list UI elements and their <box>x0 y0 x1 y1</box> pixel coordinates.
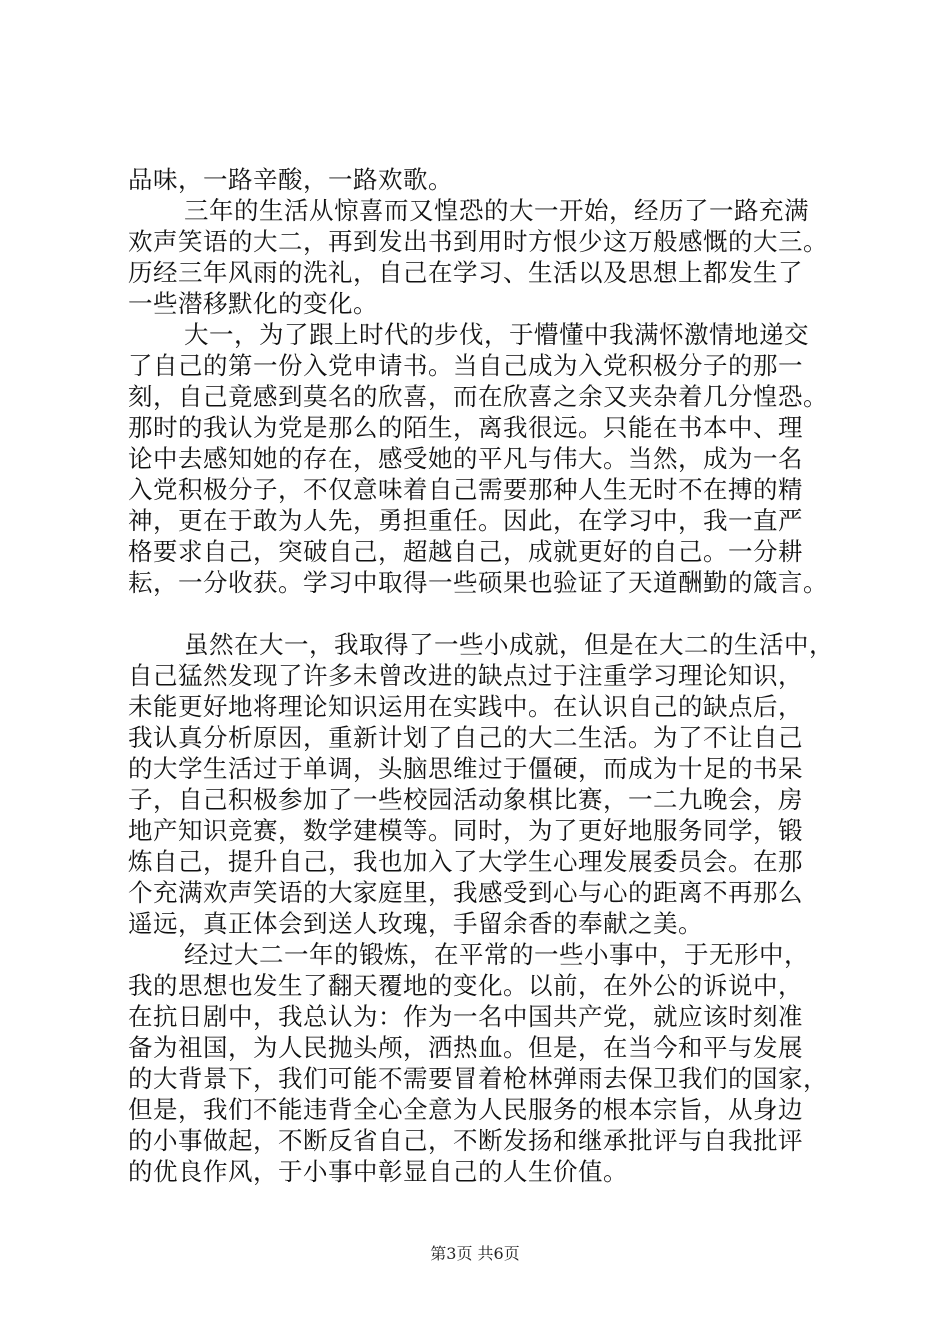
text-line: 的优良作风，于小事中彰显自己的人生价值。 <box>128 1157 628 1186</box>
text-line: 虽然在大一，我取得了一些小成就，但是在大二的生活中， <box>184 630 834 659</box>
text-line: 备为祖国，为人民抛头颅，洒热血。但是，在当今和平与发展 <box>128 1033 803 1062</box>
text-line: 刻，自己竟感到莫名的欣喜，而在欣喜之余又夹杂着几分惶恐。 <box>128 382 828 411</box>
text-line: 神，更在于敢为人先，勇担重任。因此，在学习中，我一直严 <box>128 506 803 535</box>
text-line: 但是，我们不能违背全心全意为人民服务的根本宗旨，从身边 <box>128 1095 803 1124</box>
paragraph <box>128 319 858 598</box>
paragraph <box>128 939 858 1187</box>
page-number-footer: 第3页 共6页 <box>430 1244 520 1263</box>
text-line: 一些潜移默化的变化。 <box>128 289 378 318</box>
text-line: 自己猛然发现了许多未曾改进的缺点过于注重学习理论知识， <box>128 661 803 690</box>
text-line: 三年的生活从惊喜而又惶恐的大一开始，经历了一路充满 <box>184 196 809 225</box>
text-line: 子，自己积极参加了一些校园活动象棋比赛，一二九晚会，房 <box>128 785 803 814</box>
text-line: 我的思想也发生了翻天覆地的变化。以前，在外公的诉说中， <box>128 971 803 1000</box>
text-line: 欢声笑语的大二，再到发出书到用时方恨少这万般感慨的大三。 <box>128 227 828 256</box>
text-line: 地产知识竞赛，数学建模等。同时，为了更好地服务同学，锻 <box>128 816 803 845</box>
text-line: 炼自己，提升自己，我也加入了大学生心理发展委员会。在那 <box>128 847 803 876</box>
text-line: 的大背景下，我们可能不需要冒着枪林弹雨去保卫我们的国家， <box>128 1064 828 1093</box>
text-line: 大一，为了跟上时代的步伐，于懵懂中我满怀激情地递交 <box>184 320 809 349</box>
text-line: 品味，一路辛酸，一路欢歌。 <box>128 165 453 194</box>
text-line: 那时的我认为党是那么的陌生，离我很远。只能在书本中、理 <box>128 413 803 442</box>
text-line: 遥远，真正体会到送人玫瑰，手留余香的奉献之美。 <box>128 909 703 938</box>
text-line: 未能更好地将理论知识运用在实践中。在认识自己的缺点后， <box>128 692 803 721</box>
blank-line <box>128 598 858 629</box>
text-line: 论中去感知她的存在，感受她的平凡与伟大。当然，成为一名 <box>128 444 803 473</box>
text-line: 个充满欢声笑语的大家庭里，我感受到心与心的距离不再那么 <box>128 878 803 907</box>
paragraph <box>128 164 858 195</box>
text-line: 经过大二一年的锻炼，在平常的一些小事中，于无形中， <box>184 940 809 969</box>
paragraph <box>128 629 858 939</box>
text-line: 格要求自己，突破自己，超越自己，成就更好的自己。一分耕 <box>128 537 803 566</box>
text-line: 历经三年风雨的洗礼，自己在学习、生活以及思想上都发生了 <box>128 258 803 287</box>
body-text <box>128 164 858 1187</box>
text-line: 了自己的第一份入党申请书。当自己成为入党积极分子的那一 <box>128 351 803 380</box>
text-line: 入党积极分子，不仅意味着自己需要那种人生无时不在搏的精 <box>128 475 803 504</box>
paragraph <box>128 195 858 319</box>
text-line: 在抗日剧中，我总认为：作为一名中国共产党，就应该时刻准 <box>128 1002 803 1031</box>
text-line: 的大学生活过于单调，头脑思维过于僵硬，而成为十足的书呆 <box>128 754 803 783</box>
text-line: 的小事做起，不断反省自己，不断发扬和继承批评与自我批评 <box>128 1126 803 1155</box>
text-line: 我认真分析原因，重新计划了自己的大二生活。为了不让自己 <box>128 723 803 752</box>
text-line: 耘，一分收获。学习中取得一些硕果也验证了天道酬勤的箴言。 <box>128 568 828 597</box>
